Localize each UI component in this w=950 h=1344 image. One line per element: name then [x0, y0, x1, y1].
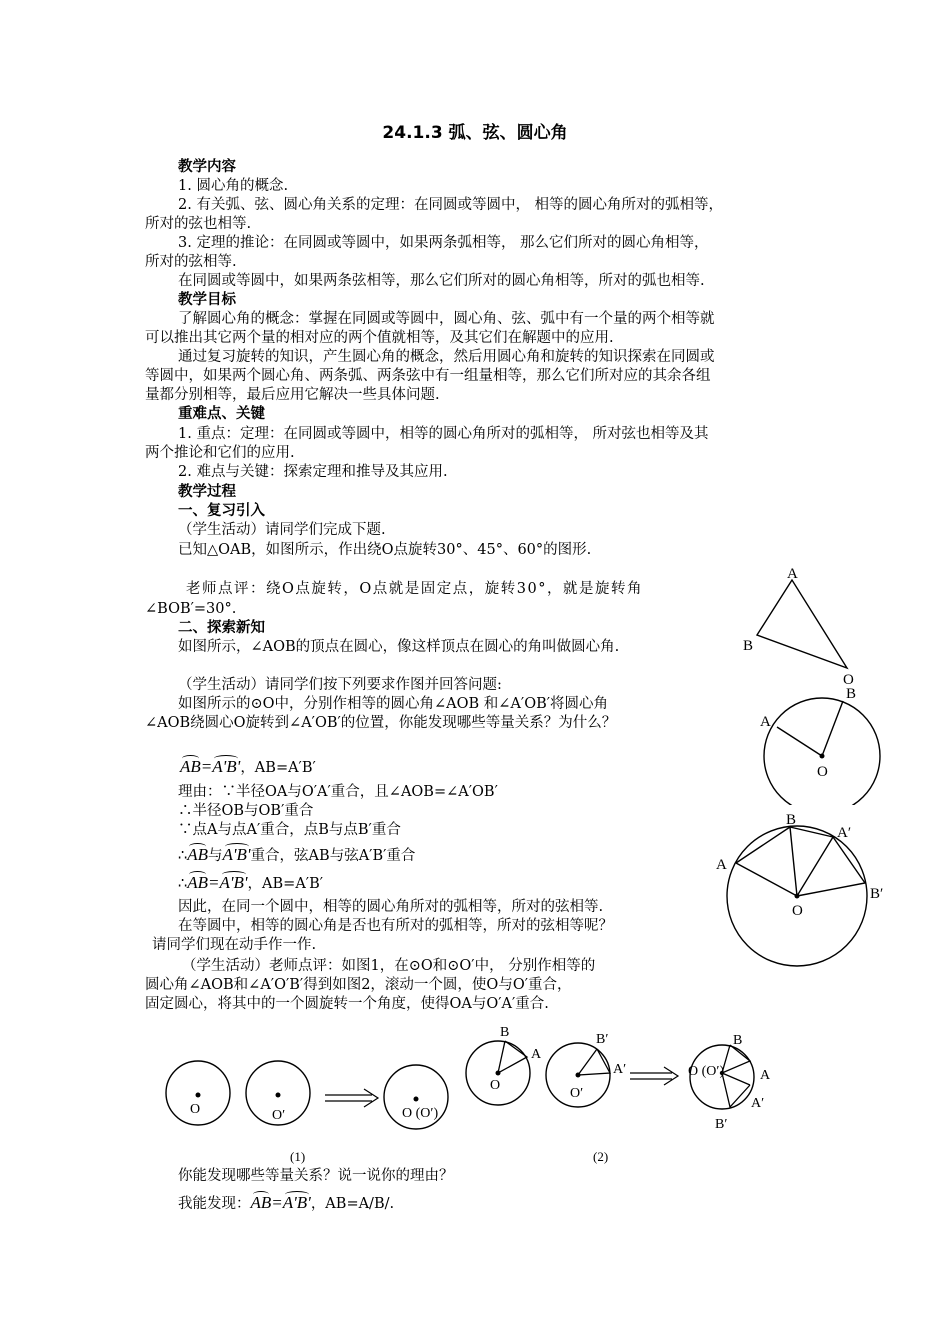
heading-key-points: 重难点、关键: [178, 406, 265, 422]
text-line: 请同学们现在动手作一作.: [152, 937, 317, 953]
arc-apbp: A'B': [222, 845, 251, 864]
chord-equality: ，AB=A′B′: [247, 876, 324, 892]
label-o: O: [490, 1078, 501, 1093]
label-bp: B′: [715, 1117, 728, 1132]
label-bp: B′: [870, 886, 884, 902]
text-line: ∠AOB绕圆心O旋转到∠A′OB′的位置，你能发现哪些等量关系？为什么？: [145, 715, 617, 731]
arc-coincide-line: [178, 846, 415, 865]
label-b: B: [743, 638, 754, 654]
label-op: O′: [570, 1086, 584, 1101]
label-o-op: O (O′): [402, 1106, 439, 1121]
angle-apopbp: [578, 1049, 610, 1075]
circle-o: [764, 698, 880, 805]
text-found: 我能发现：: [178, 1196, 251, 1212]
text-line: 已知△OAB，如图所示，作出绕O点旋转30°、45°、60°的图形.: [178, 542, 592, 558]
text-line: 在等圆中，相等的圆心角是否也有所对的弧相等，所对的弦相等呢？: [178, 918, 613, 934]
center-o: [496, 1071, 501, 1076]
text-line: 如图所示，∠AOB的顶点在圆心，像这样顶点在圆心的角叫做圆心角.: [178, 639, 620, 655]
text-line: 所对的弦相等.: [145, 254, 237, 270]
arc-equation: [178, 874, 323, 893]
label-bp: B′: [596, 1032, 609, 1047]
arc-equation: [180, 758, 316, 777]
double-arrow-icon: [630, 1067, 678, 1085]
text-line: 固定圆心，将其中的一个圆旋转一个角度，使得OA与O′A′重合.: [145, 996, 549, 1012]
label-b: B: [786, 812, 797, 828]
label-o: O: [843, 672, 854, 688]
text-line: 等圆中，如果两个圆心角、两条弧、两条弦中有一组量相等，那么它们所对应的其余各组: [145, 368, 711, 384]
text-line: ∴半径OB与OB′重合: [178, 803, 314, 819]
radius-oa: [777, 727, 822, 756]
label-a: A: [716, 857, 727, 873]
text-line: 两个推论和它们的应用.: [145, 445, 295, 461]
equal-circles-figure: [150, 1015, 800, 1165]
text-line: 1. 重点：定理：在同圆或等圆中，相等的圆心角所对的弧相等， 所对弦也相等及其: [178, 426, 709, 442]
triangle-oab: [757, 580, 847, 668]
therefore-symbol: ∴: [178, 848, 188, 864]
therefore-symbol: ∴: [178, 876, 188, 892]
center-o: [795, 894, 800, 899]
angle-apobp: [722, 1073, 750, 1107]
text-line: 了解圆心角的概念：掌握在同圆或等圆中，圆心角、弦、弧中有一个量的两个相等就: [178, 311, 715, 327]
text-line: 可以推出其它两个量的相对应的两个值就相等，及其它们在解题中的应用.: [145, 330, 614, 346]
label-ap: A′: [751, 1096, 765, 1111]
label-o: O: [817, 764, 828, 780]
label-b: B: [733, 1033, 743, 1048]
subheading-explore: 二、探索新知: [178, 620, 265, 636]
text-line: （学生活动）老师点评：如图1，在⊙O和⊙O′中， 分别作相等的: [182, 958, 596, 974]
label-o: O: [190, 1102, 201, 1117]
text-line: 圆心角∠AOB和∠A′O′B′得到如图2，滚动一个圆，使O与O′重合，: [145, 977, 572, 993]
center-op: [576, 1073, 581, 1078]
label-a: A: [760, 714, 771, 730]
subheading-review: 一、复习引入: [178, 503, 265, 519]
text-line: 你能发现哪些等量关系？说一说你的理由？: [178, 1168, 454, 1184]
double-arrow-icon: [325, 1089, 378, 1107]
equals-sign: =: [200, 757, 213, 776]
equals-sign: =: [208, 873, 220, 892]
center-o: [820, 754, 825, 759]
text-line: （学生活动）请同学们按下列要求作图并回答问题:: [178, 677, 502, 693]
label-ap: A′: [837, 825, 852, 841]
text-line: 2. 有关弧、弦、圆心角关系的定理：在同圆或等圆中， 相等的圆心角所对的弧相等，: [178, 197, 724, 213]
center-op: [276, 1093, 281, 1098]
radius-ob: [822, 701, 843, 756]
angle-aob: [498, 1041, 527, 1073]
arc-ab: AB: [180, 757, 201, 776]
angle-apobp: [797, 837, 865, 896]
text-line: ∵点A与点A′重合，点B与点B′重合: [178, 822, 401, 838]
equals-sign: =: [271, 1193, 283, 1212]
arc-apbp: A'B': [212, 757, 241, 776]
text-line: 所对的弦也相等.: [145, 216, 252, 232]
text-line: （学生活动）请同学们完成下题.: [178, 522, 386, 538]
text-line: 通过复习旋转的知识，产生圆心角的概念，然后用圆心角和旋转的知识探索在同圆或: [178, 349, 715, 365]
central-angle-figure: [745, 680, 895, 805]
arc-ab: AB: [187, 873, 209, 892]
label-a: A: [531, 1047, 542, 1062]
chord-equality: ，AB=A′B′: [240, 760, 316, 776]
angle-aob: [736, 827, 797, 896]
text-line: 3. 定理的推论：在同圆或等圆中，如果两条弧相等， 那么它们所对的圆心角相等，: [178, 235, 709, 251]
text-coincide: 重合，弦AB与弦A′B′重合: [250, 848, 416, 864]
arc-ab: AB: [250, 1193, 272, 1212]
triangle-figure: [735, 560, 865, 690]
arc-apbp: A'B': [282, 1193, 311, 1212]
text-line: 理由：∵半径OA与O′A′重合，且∠AOB=∠A′OB′: [178, 784, 498, 800]
heading-teaching-content: 教学内容: [178, 159, 236, 175]
label-o-op: O (O′): [688, 1064, 725, 1079]
rotation-figure: [710, 808, 895, 973]
caption-1: (1): [290, 1149, 306, 1164]
text-line: ∠BOB′=30°.: [145, 601, 237, 617]
arc-ab: AB: [187, 845, 209, 864]
label-op: O′: [272, 1108, 286, 1123]
label-a: A: [760, 1068, 771, 1083]
heading-teaching-goals: 教学目标: [178, 292, 236, 308]
text-line: 如图所示的⊙O中，分别作相等的圆心角∠AOB 和∠A′OB′将圆心角: [178, 696, 609, 712]
caption-2: (2): [593, 1149, 609, 1164]
text-line: 2. 难点与关键：探索定理和推导及其应用.: [178, 464, 448, 480]
page-title: 24.1.3 弧、弦、圆心角: [382, 123, 568, 143]
word-and: 与: [208, 848, 223, 864]
label-a: A: [787, 566, 798, 582]
angle-aob: [722, 1045, 750, 1073]
text-line: 老师点评：绕O点旋转，O点就是固定点，旋转30°，就是旋转角: [186, 581, 643, 597]
center-o: [196, 1093, 201, 1098]
label-ap: A′: [613, 1062, 627, 1077]
text-line: 1. 圆心角的概念.: [178, 178, 289, 194]
chord-equality: ，AB=A/B/.: [310, 1196, 395, 1212]
label-b: B: [846, 686, 857, 702]
arc-apbp: A'B': [219, 873, 248, 892]
found-line: [178, 1194, 394, 1213]
heading-teaching-process: 教学过程: [178, 484, 236, 500]
text-line: 在同圆或等圆中，如果两条弦相等，那么它们所对的圆心角相等，所对的弧也相等.: [178, 273, 705, 289]
text-line: 因此，在同一个圆中，相等的圆心角所对的弧相等，所对的弦相等.: [178, 899, 604, 915]
label-b: B: [500, 1025, 510, 1040]
label-o: O: [792, 903, 803, 919]
text-line: 量都分别相等，最后应用它解决一些具体问题.: [145, 387, 440, 403]
center-o-op: [414, 1097, 419, 1102]
